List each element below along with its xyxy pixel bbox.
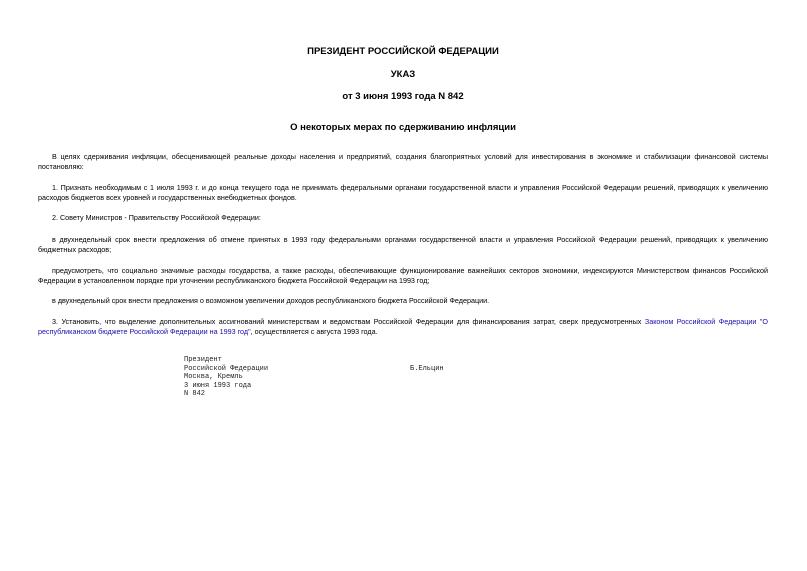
signature-number: N 842 [184, 390, 206, 399]
paragraph-2c: в двухнедельный срок внести предложения о возможном увеличении доходов республиканского бюджета Российской Федерации. [52, 296, 490, 305]
signature-title: Президент [184, 356, 222, 364]
document-title: О некоторых мерах по сдерживанию инфляции [290, 122, 516, 133]
paragraph-3-tail: , осуществляется с августа 1993 года. [250, 327, 378, 336]
signature-org: Российской Федерации [184, 364, 269, 373]
date-number-heading: от 3 июня 1993 года N 842 [342, 91, 464, 102]
paragraph-2: 2. Совету Министров - Правительству Российской Федерации: [52, 213, 261, 222]
paragraph-preamble: В целях сдерживания инфляции, обесценивающей реальные доходы населения и предприятий, создания благоприятных условий для инвестирования в экономике и стабилизации финансовой системы постановляю: [38, 152, 768, 171]
paragraph-2b: предусмотреть, что социально значимые расходы государства, а также расходы, обеспечивающие функционирование важнейших секторов экономики, индексируются Министерством финансов Российской Федерации в установленном порядке при уточнении республиканского бюджета Российской Федерации на 1993 год; [38, 266, 768, 285]
signature-block [184, 356, 268, 399]
paragraph-1: 1. Признать необходимым с 1 июля 1993 г. и до конца текущего года не принимать федеральными органами государственной власти и управления Российской Федерации решений, приводящих к увеличению расходов бюджетов всех уровней и государственных внебюджетных фондов. [38, 183, 768, 202]
issuer-heading: ПРЕЗИДЕНТ РОССИЙСКОЙ ФЕДЕРАЦИИ [307, 46, 499, 57]
budget-law-link[interactable]: Законом Российской Федерации "О республиканском бюджете Российской Федерации на 1993 год" [38, 317, 769, 336]
paragraph-2a: в двухнедельный срок внести предложения об отмене принятых в 1993 году федеральными органами государственной власти и управления Российской Федерации решений, приводящих к увеличению бюджетных расходов; [38, 235, 768, 254]
signature-place: Москва, Кремль [184, 373, 243, 382]
doc-type-heading: УКАЗ [390, 69, 416, 80]
paragraph-3-text: 3. Установить, что выделение дополнительных ассигнований министерствам и ведомствам Российской Федерации для финансирования затрат, сверх предусмотренных [52, 317, 645, 326]
signature-date: 3 июня 1993 года [184, 381, 252, 390]
signatory-name: Б.Ельцин [410, 364, 444, 373]
paragraph-3 [38, 317, 768, 337]
